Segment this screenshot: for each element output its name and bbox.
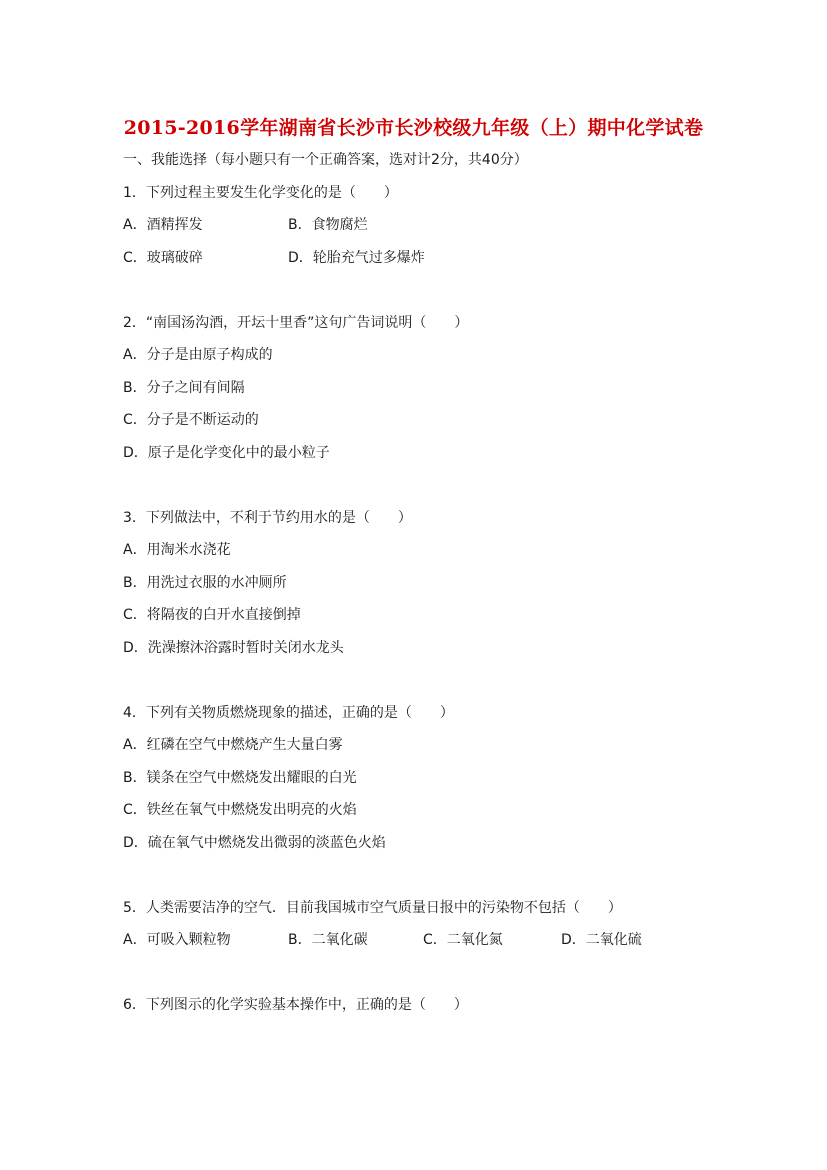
option-a: A．用淘米水浇花 bbox=[123, 542, 231, 558]
question-stem: 1．下列过程主要发生化学变化的是（ ） bbox=[123, 185, 398, 201]
option-d: D．二氧化硫 bbox=[561, 932, 642, 948]
option-c: C．铁丝在氧气中燃烧发出明亮的火焰 bbox=[123, 802, 357, 818]
option-a: A．分子是由原子构成的 bbox=[123, 347, 273, 363]
page-title: 2015-2016学年湖南省长沙市长沙校级九年级（上）期中化学试卷 bbox=[123, 117, 704, 139]
option-d: D．硫在氧气中燃烧发出微弱的淡蓝色火焰 bbox=[123, 835, 386, 851]
question-stem: 4．下列有关物质燃烧现象的描述，正确的是（ ） bbox=[123, 705, 454, 721]
option-b: B．二氧化碳 bbox=[288, 932, 368, 948]
option-b: B．用洗过衣服的水冲厕所 bbox=[123, 575, 287, 591]
option-b: B．镁条在空气中燃烧发出耀眼的白光 bbox=[123, 770, 357, 786]
option-a: A．红磷在空气中燃烧产生大量白雾 bbox=[123, 737, 343, 753]
option-c: C．玻璃破碎 bbox=[123, 250, 203, 266]
question-stem: 5．人类需要洁净的空气．目前我国城市空气质量日报中的污染物不包括（ ） bbox=[123, 900, 622, 916]
question-stem: 2．“南国汤沟酒，开坛十里香”这句广告词说明（ ） bbox=[123, 315, 469, 331]
option-a: A．可吸入颗粒物 bbox=[123, 932, 231, 948]
option-c: C．将隔夜的白开水直接倒掉 bbox=[123, 607, 301, 623]
question-stem: 3．下列做法中，不利于节约用水的是（ ） bbox=[123, 510, 412, 526]
option-b: B．分子之间有间隔 bbox=[123, 380, 245, 396]
option-a: A．酒精挥发 bbox=[123, 217, 203, 233]
option-d: D．原子是化学变化中的最小粒子 bbox=[123, 445, 330, 461]
option-b: B．食物腐烂 bbox=[288, 217, 368, 233]
option-c: C．分子是不断运动的 bbox=[123, 412, 259, 428]
option-c: C．二氧化氮 bbox=[423, 932, 503, 948]
section-heading: 一、我能选择（每小题只有一个正确答案，选对计2分，共40分） bbox=[123, 152, 528, 168]
question-stem: 6．下列图示的化学实验基本操作中，正确的是（ ） bbox=[123, 997, 468, 1013]
option-d: D．轮胎充气过多爆炸 bbox=[288, 250, 425, 266]
option-d: D．洗澡擦沐浴露时暂时关闭水龙头 bbox=[123, 640, 344, 656]
